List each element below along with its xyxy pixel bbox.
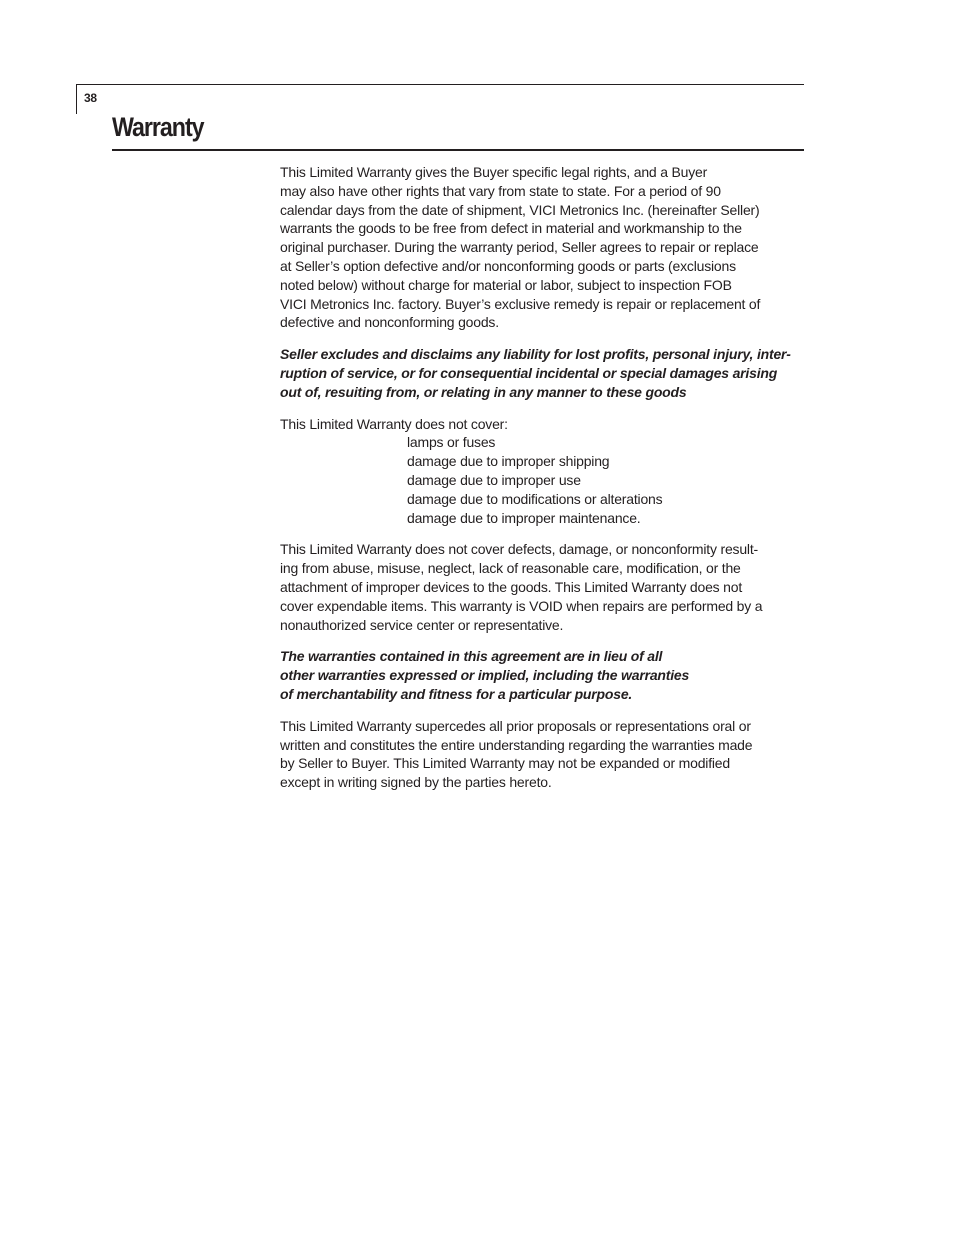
text-line: The warranties contained in this agreement are in lieu of all xyxy=(280,648,663,665)
exclusion-item: damage due to modifications or alterations xyxy=(407,490,663,507)
exclusion-item: damage due to improper maintenance. xyxy=(407,509,641,526)
text-line: except in writing signed by the parties hereto. xyxy=(280,774,552,791)
exclusion-item: lamps or fuses xyxy=(407,434,496,451)
text-line: ing from abuse, misuse, neglect, lack of reasonable care, modification, or the xyxy=(280,560,741,577)
warranty-body xyxy=(280,163,808,805)
text-line: may also have other rights that vary from state to state. For a period of 90 xyxy=(280,182,721,199)
text-line: calendar days from the date of shipment, VICI Metronics Inc. (hereinafter Seller) xyxy=(280,201,760,218)
warranty-paragraph-defects xyxy=(280,540,808,634)
header-rule xyxy=(76,84,804,85)
warranties-disclaimer xyxy=(280,647,808,703)
text-line: This Limited Warranty does not cover defects, damage, or nonconformity result- xyxy=(280,541,758,558)
text-line: nonauthorized service center or representative. xyxy=(280,616,564,633)
exclusions-intro: This Limited Warranty does not cover: xyxy=(280,415,508,432)
exclusions-list xyxy=(280,433,808,527)
exclusion-item: damage due to improper use xyxy=(407,471,581,488)
exclusion-item: damage due to improper shipping xyxy=(407,453,610,470)
page-number-divider xyxy=(76,84,77,114)
text-line: at Seller’s option defective and/or nonconforming goods or parts (exclusions xyxy=(280,257,736,274)
page-title: Warranty xyxy=(112,112,204,142)
text-line: noted below) without charge for material or labor, subject to inspection FOB xyxy=(280,276,732,293)
warranty-paragraph-supersedes xyxy=(280,717,808,792)
text-line: written and constitutes the entire understanding regarding the warranties made xyxy=(280,736,753,753)
text-line: attachment of improper devices to the goods. This Limited Warranty does not xyxy=(280,578,743,595)
title-rule xyxy=(112,149,804,151)
liability-disclaimer xyxy=(280,345,808,401)
page-number: 38 xyxy=(84,91,97,105)
text-line: original purchaser. During the warranty period, Seller agrees to repair or replace xyxy=(280,239,759,256)
text-line: of merchantability and fitness for a particular purpose. xyxy=(280,685,633,702)
exclusions-section xyxy=(280,415,808,528)
text-line: This Limited Warranty supercedes all prior proposals or representations oral or xyxy=(280,717,751,734)
text-line: This Limited Warranty gives the Buyer specific legal rights, and a Buyer xyxy=(280,164,708,180)
text-line: warrants the goods to be free from defect in material and workmanship to the xyxy=(280,220,742,237)
text-line: VICI Metronics Inc. factory. Buyer’s exclusive remedy is repair or replacement of xyxy=(280,295,761,312)
text-line: Seller excludes and disclaims any liability for lost profits, personal injury, inter- xyxy=(280,346,791,363)
warranty-paragraph-terms xyxy=(280,163,808,332)
text-line: other warranties expressed or implied, including the warranties xyxy=(280,667,690,684)
text-line: out of, resuiting from, or relating in any manner to these goods xyxy=(280,383,687,400)
text-line: by Seller to Buyer. This Limited Warranty may not be expanded or modified xyxy=(280,755,730,772)
text-line: cover expendable items. This warranty is VOID when repairs are performed by a xyxy=(280,597,763,614)
text-line: defective and nonconforming goods. xyxy=(280,314,499,331)
text-line: ruption of service, or for consequential incidental or special damages arising xyxy=(280,364,778,381)
